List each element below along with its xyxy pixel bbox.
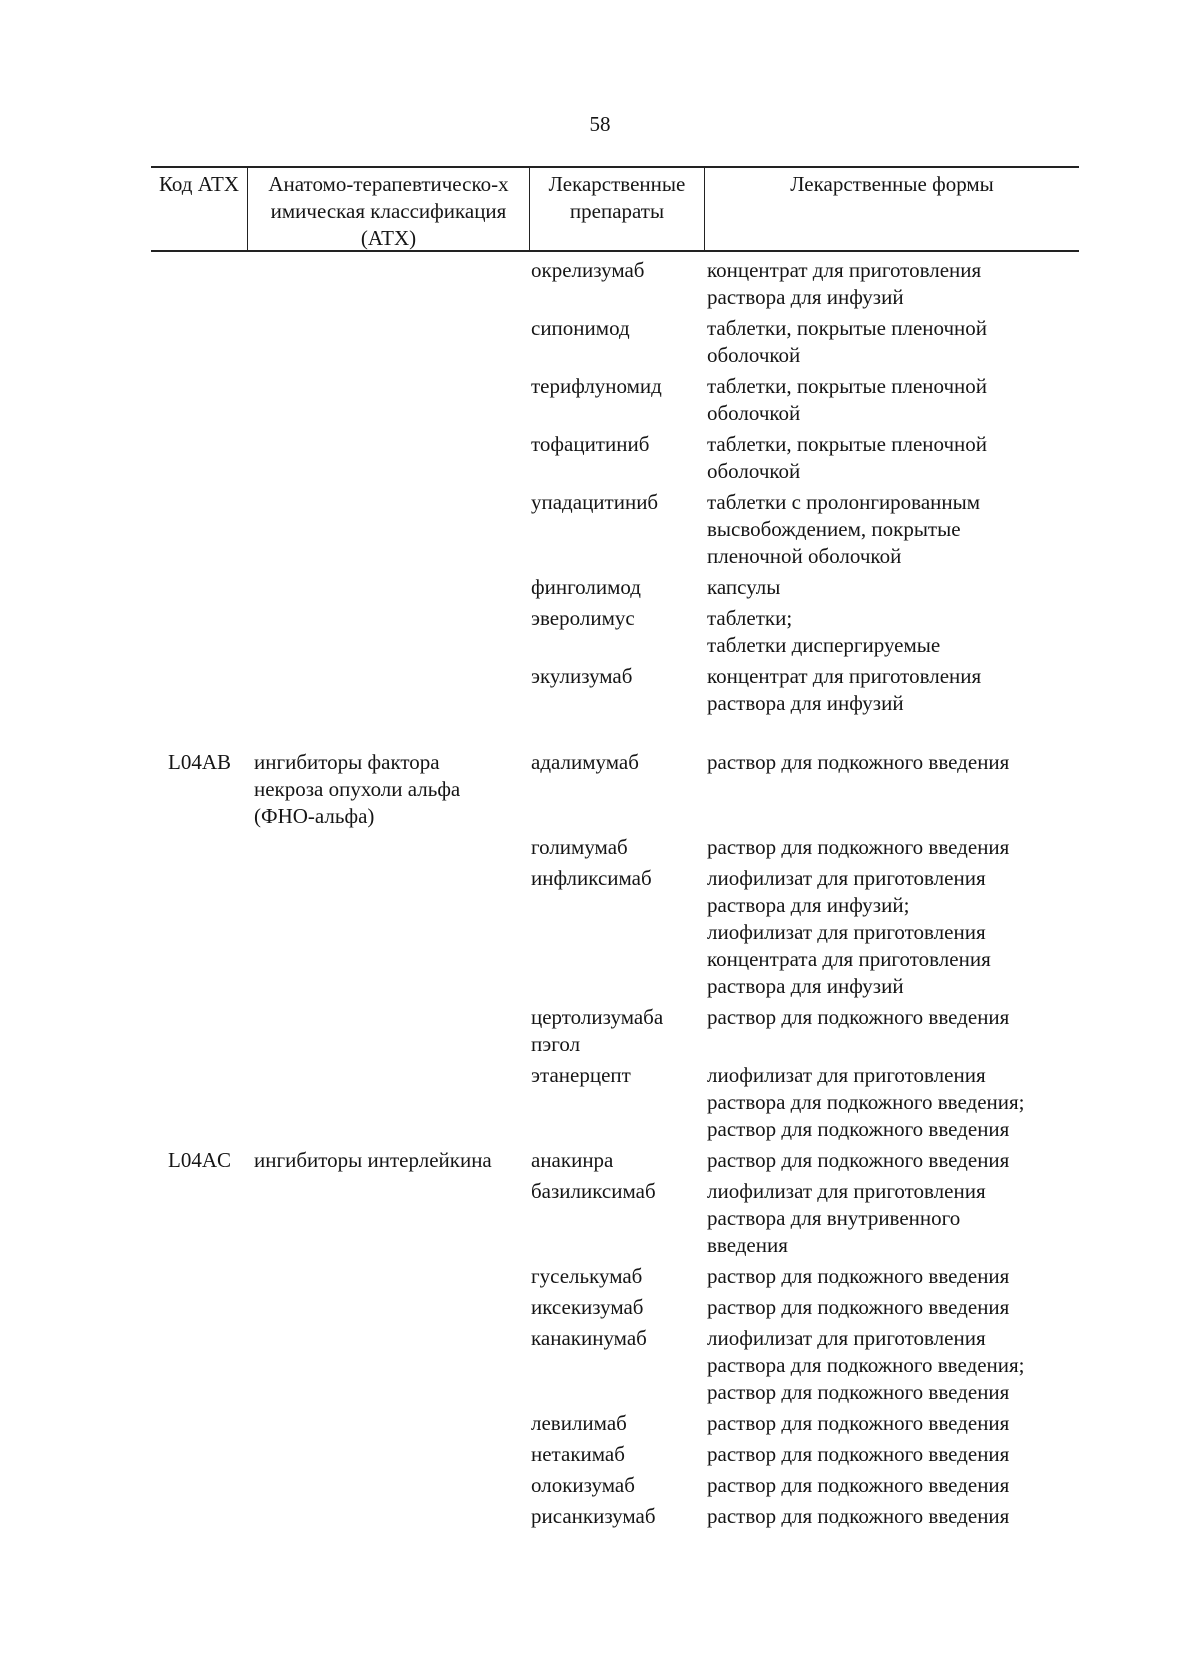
drug-name-text: экулизумаб bbox=[531, 664, 633, 688]
drug-classification-table bbox=[151, 166, 1079, 1534]
dosage-form-text: раствор для подкожного введения bbox=[707, 1148, 1010, 1172]
table-row bbox=[151, 749, 1079, 830]
dosage-form-text: таблетки, покрытые пленочной bbox=[707, 374, 988, 398]
table-row bbox=[151, 1325, 1079, 1406]
dosage-form-cell bbox=[707, 834, 1079, 861]
table-row bbox=[151, 1004, 1079, 1058]
table-row bbox=[151, 1294, 1079, 1321]
drug-name-text: базиликсимаб bbox=[531, 1179, 656, 1203]
dosage-form-text: раствора для инфузий bbox=[707, 974, 904, 998]
header-code-cell bbox=[151, 168, 248, 250]
dosage-form-cell bbox=[707, 1294, 1079, 1321]
dosage-form-text: раствор для подкожного введения bbox=[707, 1442, 1010, 1466]
drug-name-text: окрелизумаб bbox=[531, 258, 645, 282]
classification-text: некроза опухоли альфа bbox=[254, 777, 461, 801]
drug-name-cell bbox=[531, 605, 705, 632]
dosage-form-text: таблетки с пролонгированным bbox=[707, 490, 981, 514]
drug-name-text: тофацитиниб bbox=[531, 432, 650, 456]
dosage-form-text: раствора для внутривенного bbox=[707, 1206, 961, 1230]
dosage-form-cell bbox=[707, 574, 1079, 601]
table-row bbox=[151, 431, 1079, 485]
dosage-form-text: введения bbox=[707, 1233, 788, 1257]
drug-name-text: иксекизумаб bbox=[531, 1295, 644, 1319]
drug-name-text: рисанкизумаб bbox=[531, 1504, 656, 1528]
drug-name-cell bbox=[531, 663, 705, 690]
dosage-form-cell bbox=[707, 373, 1079, 427]
drug-name-cell bbox=[531, 1325, 705, 1352]
dosage-form-text: оболочкой bbox=[707, 343, 801, 367]
atc-code-text: L04AC bbox=[168, 1148, 231, 1172]
table-row bbox=[151, 574, 1079, 601]
atc-code-text: L04AB bbox=[168, 750, 231, 774]
dosage-form-cell bbox=[707, 1263, 1079, 1290]
header-drugs-line: Лекарственные bbox=[548, 172, 686, 196]
drug-name-cell bbox=[531, 431, 705, 458]
drug-name-text: эверолимус bbox=[531, 606, 635, 630]
drug-name-cell bbox=[531, 749, 705, 776]
dosage-form-cell bbox=[707, 1472, 1079, 1499]
dosage-form-cell bbox=[707, 257, 1079, 311]
dosage-form-cell bbox=[707, 1178, 1079, 1259]
drug-name-cell bbox=[531, 489, 705, 516]
drug-name-text: гуселькумаб bbox=[531, 1264, 643, 1288]
drug-name-text: левилимаб bbox=[531, 1411, 627, 1435]
table-row bbox=[151, 257, 1079, 311]
dosage-form-cell bbox=[707, 1441, 1079, 1468]
drug-name-cell bbox=[531, 1472, 705, 1499]
table-header bbox=[151, 166, 1079, 252]
drug-name-text: олокизумаб bbox=[531, 1473, 635, 1497]
header-classification-line: (АТХ) bbox=[360, 226, 417, 250]
header-code-line: Код АТХ bbox=[158, 172, 240, 196]
header-classification-line: Анатомо-терапевтическо-х bbox=[268, 172, 509, 196]
dosage-form-cell bbox=[707, 1410, 1079, 1437]
drug-name-text: финголимод bbox=[531, 575, 641, 599]
drug-name-text: адалимумаб bbox=[531, 750, 639, 774]
classification-text: ингибиторы фактора bbox=[254, 750, 440, 774]
dosage-form-text: таблетки, покрытые пленочной bbox=[707, 432, 988, 456]
table-row bbox=[151, 1147, 1079, 1174]
dosage-form-text: раствор для подкожного введения bbox=[707, 1117, 1010, 1141]
dosage-form-text: лиофилизат для приготовления bbox=[707, 920, 986, 944]
dosage-form-cell bbox=[707, 749, 1079, 776]
dosage-form-text: раствор для подкожного введения bbox=[707, 750, 1010, 774]
drug-name-text: этанерцепт bbox=[531, 1063, 631, 1087]
drug-name-cell bbox=[531, 1263, 705, 1290]
dosage-form-cell bbox=[707, 865, 1079, 1000]
dosage-form-cell bbox=[707, 1325, 1079, 1406]
drug-name-text: нетакимаб bbox=[531, 1442, 625, 1466]
drug-name-text: сипонимод bbox=[531, 316, 630, 340]
dosage-form-text: лиофилизат для приготовления bbox=[707, 1326, 986, 1350]
dosage-form-text: концентрат для приготовления bbox=[707, 664, 982, 688]
drug-name-text: цертолизумаба bbox=[531, 1005, 664, 1029]
dosage-form-text: раствора для инфузий bbox=[707, 285, 904, 309]
dosage-form-text: раствор для подкожного введения bbox=[707, 1295, 1010, 1319]
drug-name-text: канакинумаб bbox=[531, 1326, 647, 1350]
dosage-form-text: раствор для подкожного введения bbox=[707, 835, 1010, 859]
table-row bbox=[151, 315, 1079, 369]
atc-code-cell bbox=[151, 1147, 248, 1174]
dosage-form-text: раствор для подкожного введения bbox=[707, 1380, 1010, 1404]
drug-name-cell bbox=[531, 1294, 705, 1321]
dosage-form-text: оболочкой bbox=[707, 459, 801, 483]
dosage-form-cell bbox=[707, 1062, 1079, 1143]
table-row bbox=[151, 663, 1079, 717]
table-row bbox=[151, 1472, 1079, 1499]
dosage-form-text: таблетки диспергируемые bbox=[707, 633, 941, 657]
classification-cell bbox=[254, 749, 530, 830]
dosage-form-text: раствора для подкожного введения; bbox=[707, 1353, 1025, 1377]
dosage-form-text: раствор для подкожного введения bbox=[707, 1264, 1010, 1288]
table-row bbox=[151, 1178, 1079, 1259]
drug-name-cell bbox=[531, 834, 705, 861]
table-row bbox=[151, 1263, 1079, 1290]
drug-name-text: пэгол bbox=[531, 1032, 581, 1056]
drug-name-cell bbox=[531, 1410, 705, 1437]
drug-name-cell bbox=[531, 1147, 705, 1174]
dosage-form-cell bbox=[707, 489, 1079, 570]
drug-name-cell bbox=[531, 865, 705, 892]
table-row bbox=[151, 834, 1079, 861]
drug-name-cell bbox=[531, 1178, 705, 1205]
table-row bbox=[151, 1503, 1079, 1530]
atc-code-cell bbox=[151, 749, 248, 776]
dosage-form-text: раствора для инфузий; bbox=[707, 893, 910, 917]
drug-name-cell bbox=[531, 257, 705, 284]
dosage-form-cell bbox=[707, 431, 1079, 485]
drug-name-text: терифлуномид bbox=[531, 374, 662, 398]
drug-name-cell bbox=[531, 1004, 705, 1058]
dosage-form-text: лиофилизат для приготовления bbox=[707, 1179, 986, 1203]
drug-name-cell bbox=[531, 315, 705, 342]
header-drugs-line: препараты bbox=[569, 199, 665, 223]
table-body bbox=[151, 252, 1079, 1534]
dosage-form-cell bbox=[707, 1147, 1079, 1174]
dosage-form-text: раствора для инфузий bbox=[707, 691, 904, 715]
header-classification-line: имическая классификация bbox=[270, 199, 507, 223]
drug-name-cell bbox=[531, 1062, 705, 1089]
dosage-form-text: лиофилизат для приготовления bbox=[707, 1063, 986, 1087]
table-row bbox=[151, 1062, 1079, 1143]
drug-name-cell bbox=[531, 1441, 705, 1468]
drug-name-cell bbox=[531, 1503, 705, 1530]
dosage-form-text: концентрат для приготовления bbox=[707, 258, 982, 282]
classification-text: ингибиторы интерлейкина bbox=[254, 1148, 492, 1172]
dosage-form-text: раствор для подкожного введения bbox=[707, 1411, 1010, 1435]
header-drugs-cell bbox=[530, 168, 705, 250]
table-row bbox=[151, 865, 1079, 1000]
dosage-form-cell bbox=[707, 1503, 1079, 1530]
dosage-form-text: оболочкой bbox=[707, 401, 801, 425]
dosage-form-text: концентрата для приготовления bbox=[707, 947, 991, 971]
dosage-form-text: капсулы bbox=[707, 575, 781, 599]
table-row bbox=[151, 1441, 1079, 1468]
dosage-form-cell bbox=[707, 315, 1079, 369]
dosage-form-text: раствор для подкожного введения bbox=[707, 1504, 1010, 1528]
header-forms-line: Лекарственные формы bbox=[790, 172, 994, 196]
dosage-form-text: таблетки; bbox=[707, 606, 793, 630]
drug-name-text: упадацитиниб bbox=[531, 490, 659, 514]
dosage-form-text: раствора для подкожного введения; bbox=[707, 1090, 1025, 1114]
dosage-form-text: высвобождением, покрытые bbox=[707, 517, 961, 541]
classification-cell bbox=[254, 1147, 530, 1174]
header-forms-cell bbox=[705, 168, 1079, 250]
dosage-form-cell bbox=[707, 663, 1079, 717]
table-row bbox=[151, 373, 1079, 427]
drug-name-text: анакинра bbox=[531, 1148, 614, 1172]
dosage-form-cell bbox=[707, 1004, 1079, 1031]
table-row bbox=[151, 605, 1079, 659]
drug-name-text: инфликсимаб bbox=[531, 866, 652, 890]
table-row bbox=[151, 489, 1079, 570]
dosage-form-cell bbox=[707, 605, 1079, 659]
classification-text: (ФНО-альфа) bbox=[254, 804, 375, 828]
header-classification-cell bbox=[248, 168, 530, 250]
dosage-form-text: пленочной оболочкой bbox=[707, 544, 902, 568]
drug-name-text: голимумаб bbox=[531, 835, 628, 859]
drug-name-cell bbox=[531, 574, 705, 601]
dosage-form-text: таблетки, покрытые пленочной bbox=[707, 316, 988, 340]
page-number: 58 bbox=[589, 112, 611, 136]
table-row bbox=[151, 1410, 1079, 1437]
dosage-form-text: раствор для подкожного введения bbox=[707, 1473, 1010, 1497]
dosage-form-text: раствор для подкожного введения bbox=[707, 1005, 1010, 1029]
dosage-form-text: лиофилизат для приготовления bbox=[707, 866, 986, 890]
drug-name-cell bbox=[531, 373, 705, 400]
